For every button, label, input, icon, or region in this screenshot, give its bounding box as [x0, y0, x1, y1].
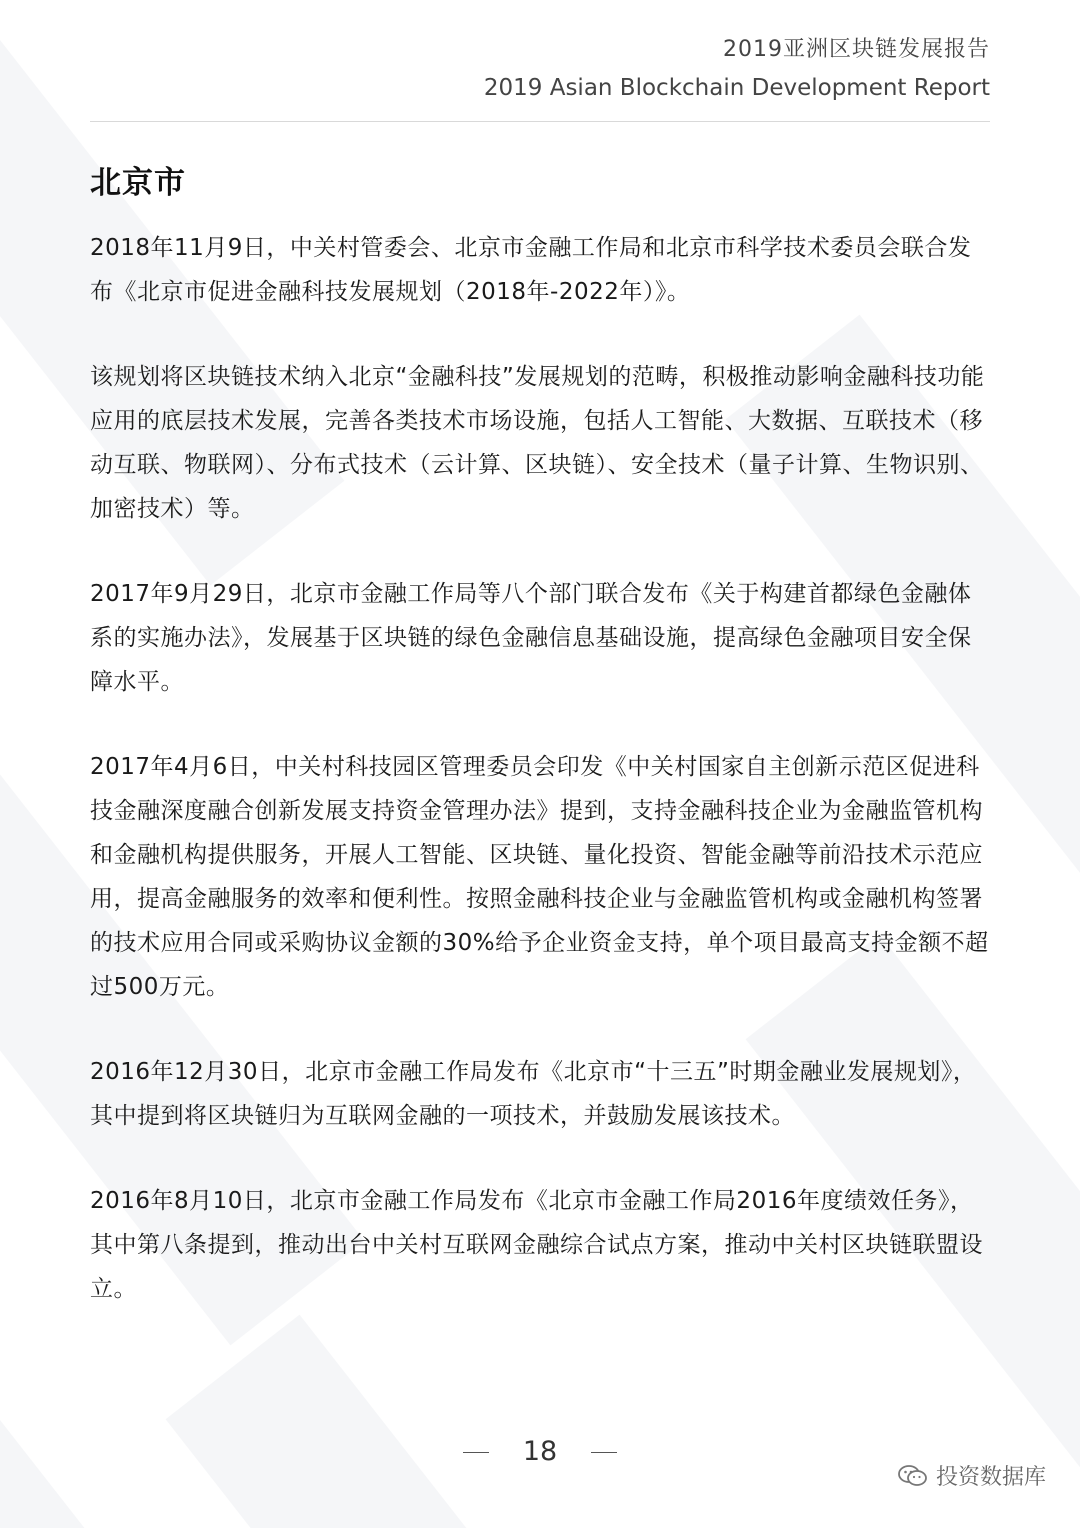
section-title: 北京市 [90, 165, 186, 201]
paragraph-2: 该规划将区块链技术纳入北京“金融科技”发展规划的范畴，积极推动影响金融科技功能应用的底层技术发展，完善各类技术市场设施，包括人工智能、大数据、互联技术（移动互联、物联网）、分布式技术（云计算、区块链）、安全技术（量子计算、生物识别、加密技术）等。 [90, 364, 985, 522]
paragraph-5: 2016年12月30日，北京市金融工作局发布《北京市“十三五”时期金融业发展规划》，其中提到将区块链归为互联网金融的一项技术，并鼓励发展该技术。 [90, 1059, 977, 1129]
footer-dash-right [591, 1452, 617, 1453]
paragraph-6: 2016年8月10日，北京市金融工作局发布《北京市金融工作局2016年度绩效任务》，其中第八条提到，推动出台中关村互联网金融综合试点方案，推动中关村区块链联盟设立。 [90, 1188, 983, 1302]
paragraph-3: 2017年9月29日，北京市金融工作局等八个部门联合发布《关于构建首都绿色金融体系的实施办法》，发展基于区块链的绿色金融信息基础设施，提高绿色金融项目安全保障水平。 [90, 581, 972, 695]
page-number: 18 [522, 1436, 558, 1467]
header-title-en: 2019 Asian Blockchain Development Report [483, 75, 990, 101]
footer-dash-left [463, 1452, 489, 1453]
header-title-cn: 2019亚洲区块链发展报告 [723, 37, 990, 62]
wechat-icon [898, 1464, 928, 1488]
body-content [90, 226, 990, 1352]
paragraph-4: 2017年4月6日，中关村科技园区管理委员会印发《中关村国家自主创新示范区促进科技金融深度融合创新发展支持资金管理办法》提到，支持金融科技企业为金融监管机构和金融机构提供服务，开展人工智能、区块链、量化投资、智能金融等前沿技术示范应用，提高金融服务的效率和便利性。按照金融科技企业与金融监管机构或金融机构签署的技术应用合同或采购协议金额的30%给予企业资金支持，单个项目最高支持金额不超过500万元。 [90, 754, 989, 1000]
source-watermark [898, 1460, 1046, 1491]
paragraph-1: 2018年11月9日，中关村管委会、北京市金融工作局和北京市科学技术委员会联合发布《北京市促进金融科技发展规划（2018年-2022年）》。 [90, 235, 972, 305]
header-divider [90, 121, 990, 122]
source-label: 投资数据库 [935, 1465, 1046, 1490]
page-header [484, 30, 990, 106]
